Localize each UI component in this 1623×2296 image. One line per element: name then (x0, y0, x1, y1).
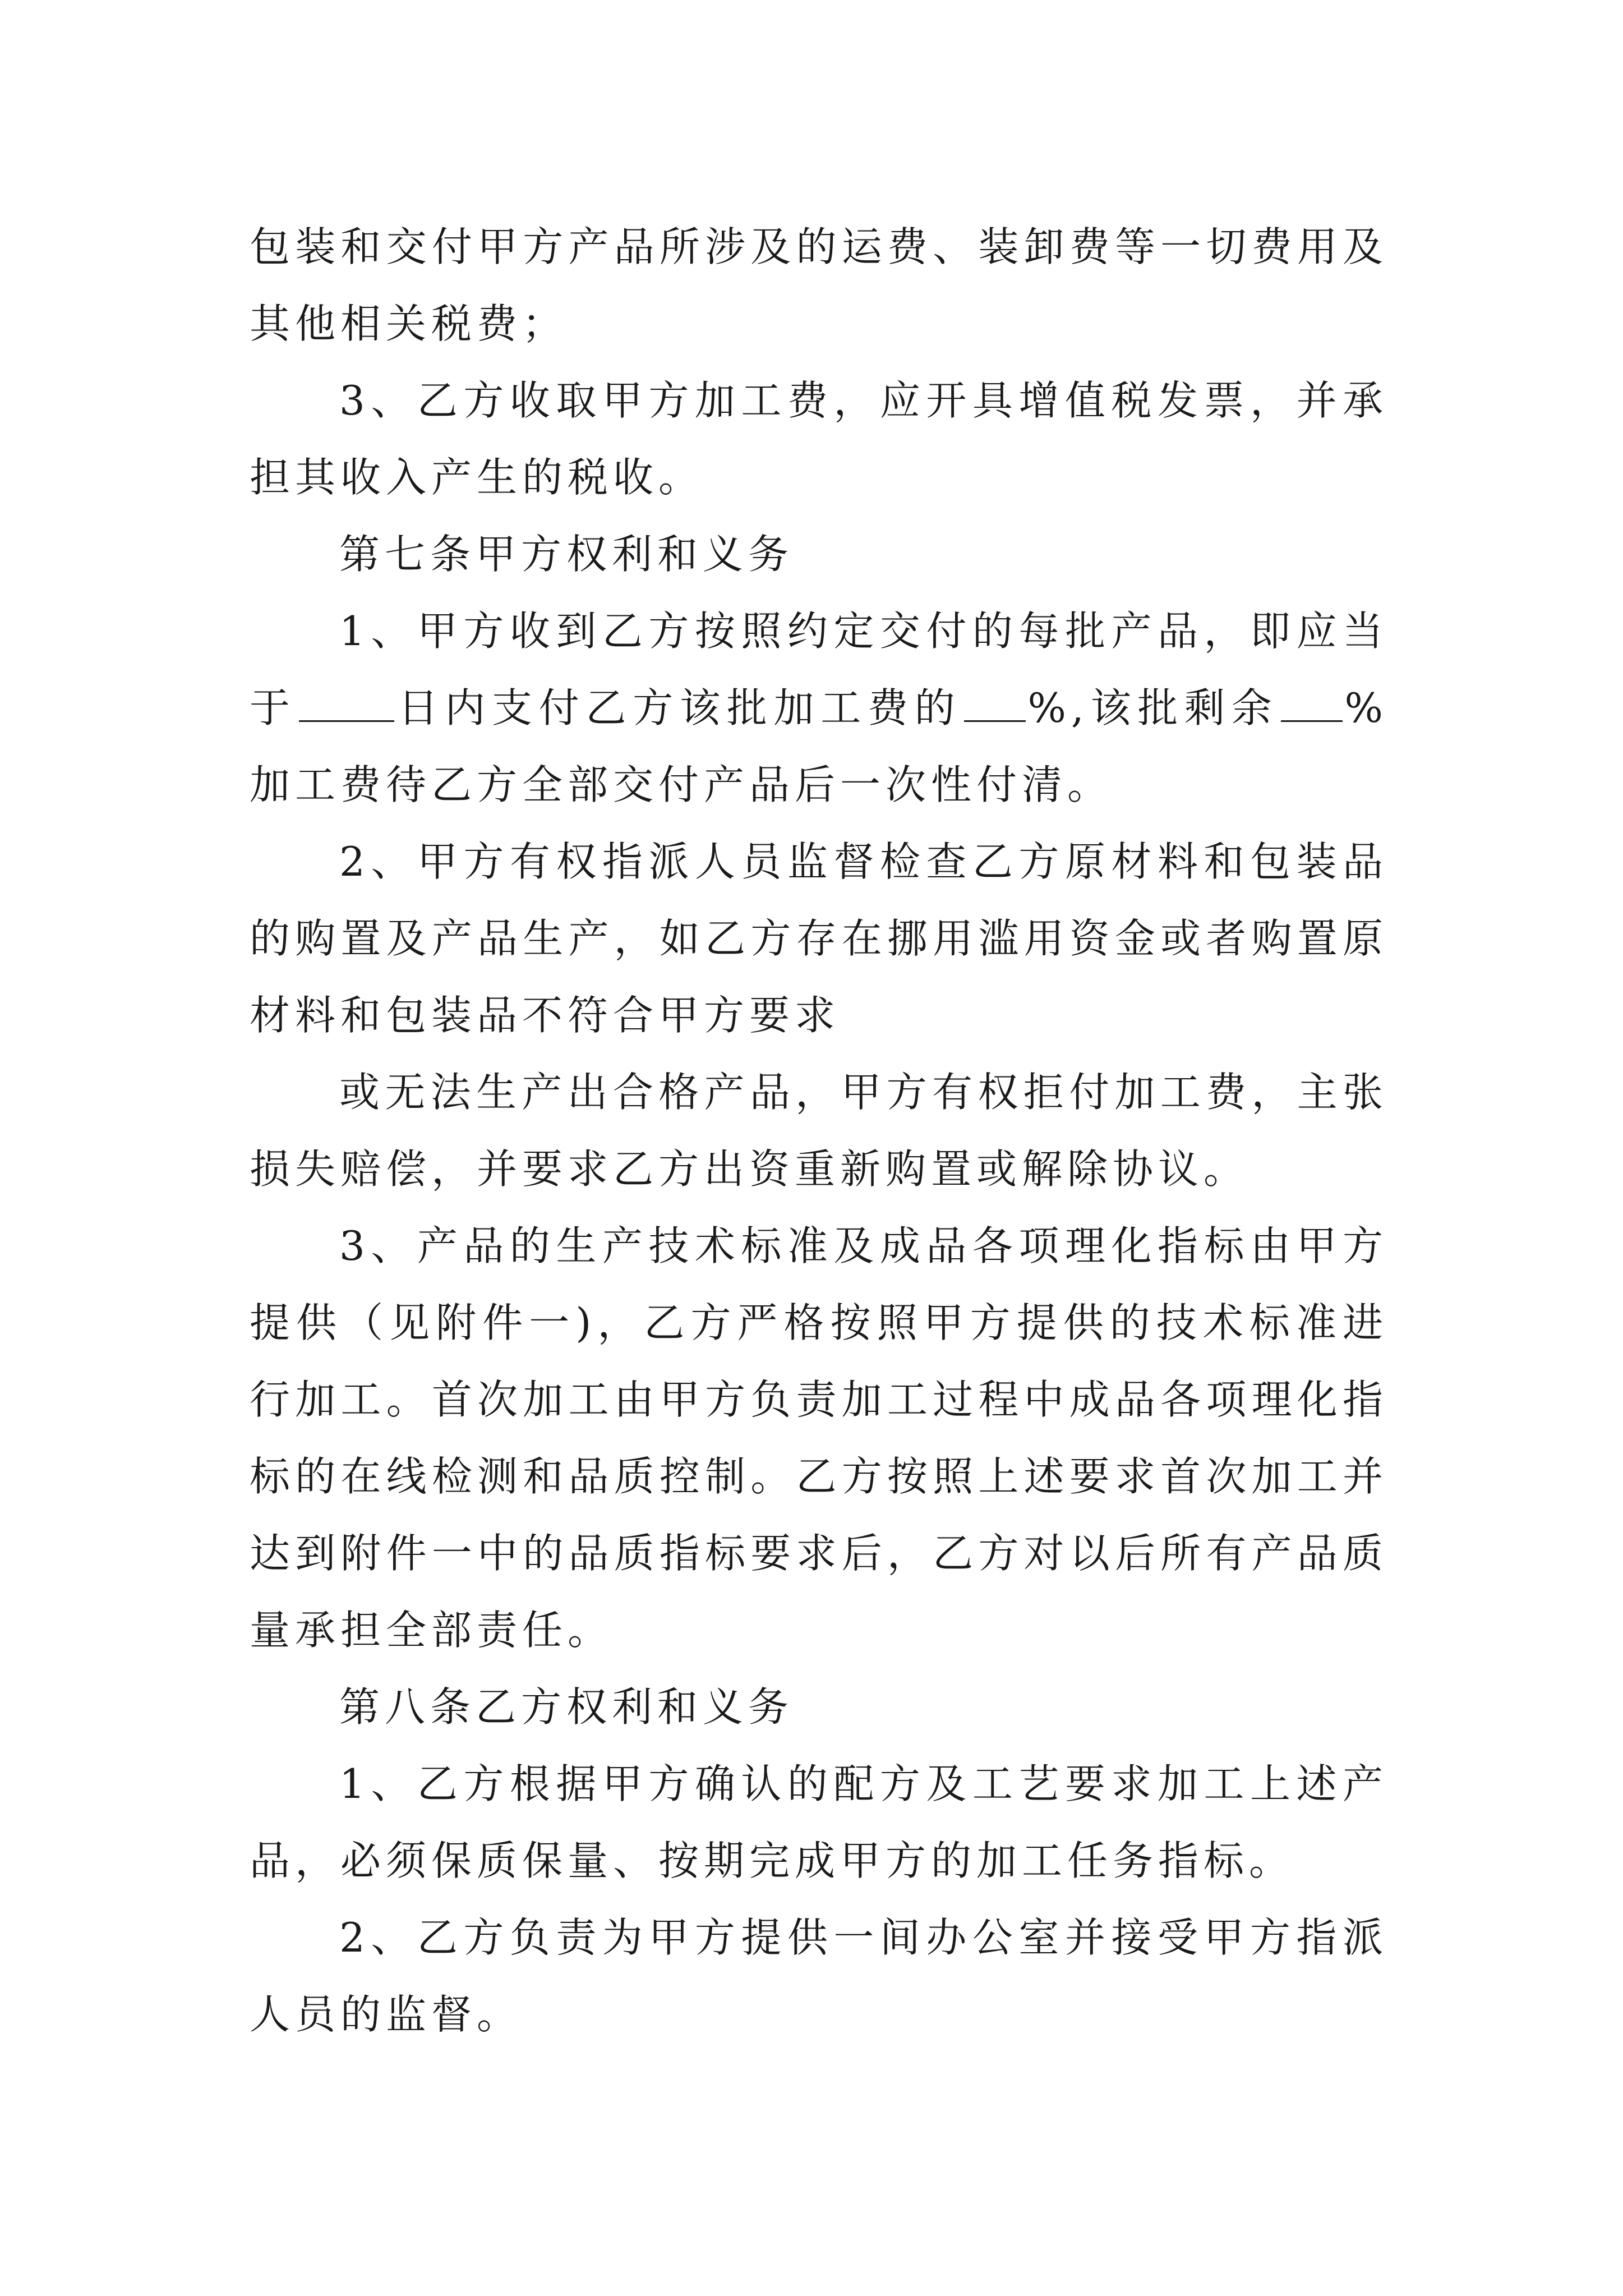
percent-blank-first (964, 675, 1026, 722)
payment-clause-part-3: %,该批剩余 (1027, 684, 1279, 731)
paragraph-supervision-clause: 2、甲方有权指派人员监督检查乙方原材料和包装品的购置及产品生产，如乙方存在挪用滥用资金或者购置原材料和包装品不符合甲方要求 (250, 838, 1388, 1039)
percent-blank-remaining (1281, 675, 1343, 722)
section-heading-article-8: 第八条乙方权利和义务 (339, 1683, 794, 1731)
paragraph-processing-task-clause: 1、乙方根据甲方确认的配方及工艺要求加工上述产品，必须保质保量、按期完成甲方的加工任务指标。 (250, 1760, 1388, 1884)
document-body (250, 209, 1388, 2053)
paragraph-payment-clause (250, 593, 1388, 823)
section-heading-article-7: 第七条甲方权利和义务 (339, 531, 794, 578)
paragraph-fee-continuation: 包装和交付甲方产品所涉及的运费、装卸费等一切费用及其他相关税费； (250, 223, 1388, 347)
paragraph-invoice-clause: 3、乙方收取甲方加工费，应开具增值税发票，并承担其收入产生的税收。 (250, 377, 1388, 501)
payment-clause-part-1: 1、甲方收到乙方按照约定交付的每批产品，即应当于 (250, 608, 1388, 731)
payment-clause-part-4: %加工费待乙方全部交付产品后一次性付清。 (250, 684, 1388, 808)
payment-clause-part-2: 日内支付乙方该批加工费的 (396, 684, 962, 731)
days-blank (299, 675, 394, 722)
paragraph-office-clause: 2、乙方负责为甲方提供一间办公室并接受甲方指派人员的监督。 (250, 1914, 1388, 2038)
paragraph-refusal-clause: 或无法生产出合格产品，甲方有权拒付加工费，主张损失赔偿，并要求乙方出资重新购置或解除协议。 (250, 1069, 1388, 1193)
paragraph-technical-standard-clause: 3、产品的生产技术标准及成品各项理化指标由甲方提供（见附件一)，乙方严格按照甲方提供的技术标准进行加工。首次加工由甲方负责加工过程中成品各项理化指标的在线检测和品质控制。乙方按照上述要求首次加工并达到附件一中的品质指标要求后，乙方对以后所有产品质量承担全部责任。 (250, 1222, 1388, 1654)
